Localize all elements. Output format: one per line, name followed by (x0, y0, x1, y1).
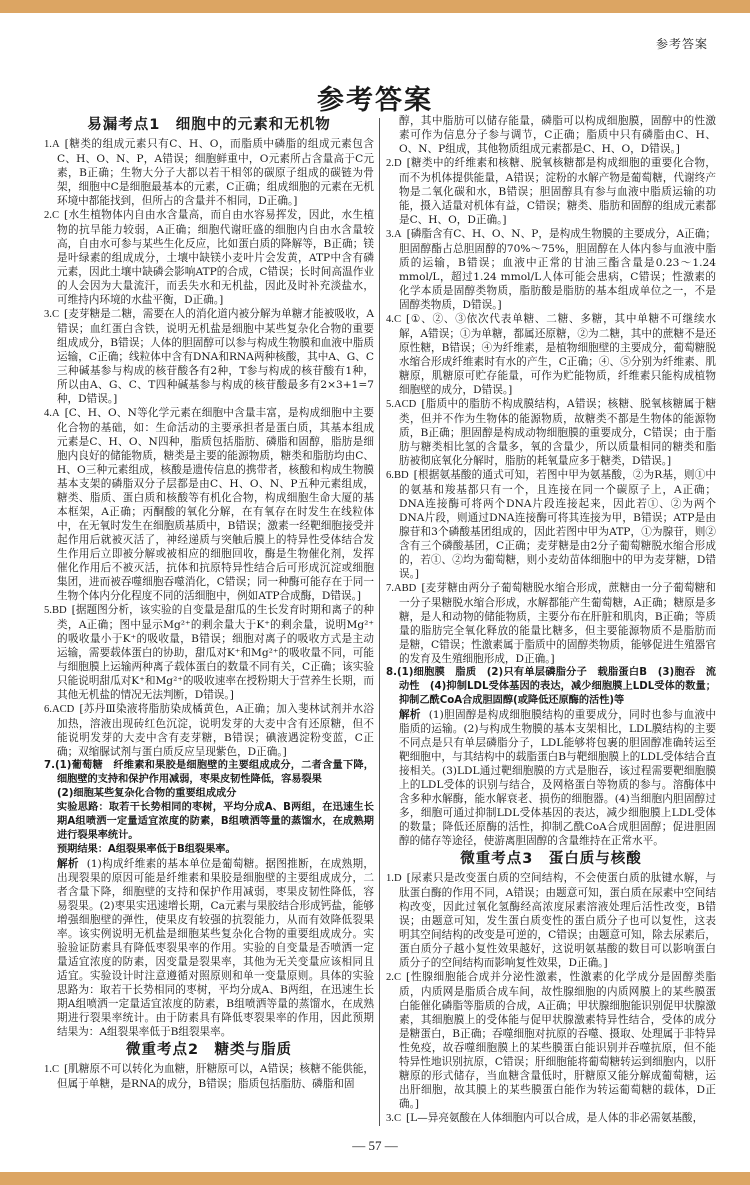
analysis-label: 解析 (57, 858, 79, 870)
answer-item (44, 307, 374, 406)
answer-number: 5.BD (44, 605, 67, 616)
analysis-label: 解析 (399, 709, 421, 721)
answer-number: 1.A (44, 139, 60, 150)
answer-number: 4.A (44, 408, 60, 419)
answer-item (44, 137, 374, 208)
analysis-text: (1)胆固醇是构成细胞膜结构的重要成分，同时也参与血液中脂质的运输。(2)与构成生物膜的基本支架相比，LDL膜结构的主要不同点是只有单层磷脂分子，LDL能够将包裹的胆固醇准确转运至靶细胞中，与其结构中的载脂蛋白B与靶细胞膜上的LDL受体结合直接相关。(3)LDL通过靶细胞膜的方式是胞吞，该过程需要靶细胞膜上的LDL受体的识别与结合，及网格蛋白等物质的参与。溶酶体中含多种水解酶，能水解衰老、损伤的细胞器。(4)当细胞内胆固醇过多，细胞可通过抑制LDL受体基因的表达，减少细胞膜上LDL受体的数量；降低还原酶的活性，抑制乙酰CoA合成胆固醇；促进胆固醇的储存等途径，使游离胆固醇的含量维持在正常水平。 (399, 709, 716, 847)
answer-explanation: [性腺细胞能合成并分泌性激素，性激素的化学成分是固醇类脂质，内质网是脂质合成车间，故性腺细胞的内质网膜上的某些膜蛋白能催化磷脂等脂质的合成，A正确；甲状腺细胞能识别促甲状腺激素，其细胞膜上的受体能与促甲状腺激素特异性结合，受体的成分是糖蛋白，B正确；吞噬细胞对抗原的吞噬、摄取、处理属于非特异性免疫，故吞噬细胞膜上的某些膜蛋白能识别并吞噬抗原，但不能特异性地识别抗原，C错误；肝细胞能将葡萄糖转运到细胞内，以肝糖原的形式储存，当血糖含量低时，肝糖原又能分解成葡萄糖，运出肝细胞，故其膜上的某些膜蛋白能作为转运葡萄糖的载体，D正确。] (399, 971, 716, 1110)
answer-number: 6.BD (386, 470, 409, 481)
answer-number: 6.ACD (44, 704, 75, 715)
page-title: 参考答案 (317, 85, 433, 116)
right-column (386, 114, 716, 1126)
answer-explanation: [尿素只是改变蛋白质的空间结构，不会使蛋白质的肽键水解，与肽蛋白酶的作用不同，A错误；由题意可知，蛋白质在尿素中空间结构改变，因此过氧化氢酶经高浓度尿素溶液处理后活性改变，B错误；由题意可知，发生蛋白质变性的蛋白质分子也可以复性，这表明其空间结构的改变是可逆的，C错误；由题意可知，除去尿素后，蛋白质分子越小复性效果越好，这说明氨基酸的数目可以影响蛋白质分子的空间结构而影响复性效果，D正确。] (399, 872, 716, 969)
answer-explanation: [①、②、③依次代表单糖、二糖、多糖，其中单糖不可继续水解，A错误；①为单糖，都属还原糖，②为二糖，其中的蔗糖不是还原性糖，B错误；④为纤维素，是植物细胞壁的主要成分，葡萄糖脱水缩合形成纤维素时有水的产生，C正确；④、⑤分别为纤维素、肌糖原，肌糖原可贮存能量，可作为贮能物质，纤维素只能构成植物细胞壁的成分，D错误。] (399, 313, 716, 396)
analysis-text: (1)构成纤维素的基本单位是葡萄糖。据图推断，在成熟期，出现裂果的原因可能是纤维素和果胶是细胞壁的主要组成成分，二者含量下降，细胞壁的支持和保护作用减弱，枣果皮韧性降低，容易裂果。(2)枣果实迅速增长期，Ca元素与果胶结合形成钙盐，能够增强细胞壁的弹性，使果皮有较强的抗裂能力，从而有效降低裂果率。该实例说明无机盐是细胞某些复杂化合物的重要组成成分。实验验证防素具有降低枣裂果率的作用。实验的自变量是否喷洒一定量适宜浓度的防素，因变量是裂果率，其他为无关变量应该相同且适宜。实验设计时注意遵循对照原则和单一变量原则。具体的实验思路为：取若干长势相同的枣树，平均分成A、B两组，在迅速生长期A组喷洒一定量适宜浓度的防素，B组喷洒等量的蒸馏水，在成熟期进行裂果率统计。由于防素具有降低枣裂果率的作用，因此预期结果为：A组裂果率低于B组裂果率。 (57, 858, 374, 1038)
answer-number: 2.D (386, 158, 402, 169)
answer-number: 3.A (386, 229, 402, 240)
answer-number: 1.D (386, 873, 402, 884)
answer-number: 3.C (386, 1113, 402, 1124)
answer-explanation: [苏丹Ⅲ染液将脂肪染成橘黄色，A正确；加入斐林试剂并水浴加热，溶液出现砖红色沉淀，说明发芽的大麦中含有还原糖，但不能说明发芽的大麦中含有麦芽糖，B错误；碘液遇淀粉变蓝，C正确；双缩脲试剂与蛋白质反应呈现紫色，D正确。] (57, 703, 374, 758)
answer-item (386, 1111, 716, 1126)
answer-explanation: [根据氨基酸的通式可知，若图中甲为氨基酸，②为R基，则①中的氨基和羧基都只有一个，且连接在同一个碳原子上，A正确；DNA连接酶可将两个DNA片段连接起来，因此若①、②为两个DNA片段，则通过DNA连接酶可将其连接为甲，B错误；ATP是由腺苷和3个磷酸基团组成的，因此若图中甲为ATP，①为腺苷，则②含有三个磷酸基团，C正确；麦芽糖是由2分子葡萄糖脱水缩合形成的，若①、②均为葡萄糖，则小麦幼苗体细胞中的甲为麦芽糖，D错误。] (399, 469, 716, 580)
section-heading: 微重考点2 糖类与脂质 (125, 1042, 293, 1058)
page-number: — 57 — (352, 1138, 398, 1153)
answer-item (44, 702, 374, 759)
answer-number: 1.C (44, 1064, 60, 1075)
answer-number: 7.ABD (386, 583, 417, 594)
answer-explanation: [C、H、O、N等化学元素在细胞中含量丰富，是构成细胞中主要化合物的基础，如：生命活动的主要承担者是蛋白质，其基本组成元素是C、H、O、N四种，脂质包括脂肪、磷脂和固醇，脂肪是细胞内良好的储能物质，糖类是主要的能源物质，糖类和脂肪均由C、H、O三种元素组成，核酸是遗传信息的携带者，核酸和构成生物膜基本支架的磷脂双分子层都是由C、H、O、N、P五种元素组成，糖类、脂质、蛋白质和核酸等有机化合物，构成细胞生命大厦的基本框架，A正确；丙酮酸的氧化分解，在有氧存在时发生在线粒体中，在无氧时发生在细胞质基质中，B错误；激素一经靶细胞接受并起作用后就被灭活了，神经递质与突触后膜上的特异性受体结合发生作用后立即被分解或被相应的细胞回收，酶是生物催化剂，发挥催化作用后不被灭活，抗体和抗原特异性结合后可形成沉淀或细胞集团，进而被吞噬细胞吞噬消化，C错误；同一种酶可能存在于同一生物个体内分化程度不同的活细胞中，例如ATP合成酶，D错误。] (57, 407, 374, 602)
answer-item (44, 603, 374, 702)
answer-number: 5.ACD (386, 399, 417, 410)
answer-item (386, 468, 716, 581)
analysis-block (44, 857, 374, 1039)
answer-item (386, 156, 716, 227)
answer-sub-line: 实验思路：取若干长势相同的枣树，平均分成A、B两组，在迅速生长期A组喷洒一定量适宜浓度的防素，B组喷洒等量的蒸馏水，在成熟期进行裂果率统计。 (57, 802, 374, 841)
section-heading: 易漏考点1 细胞中的元素和无机物 (87, 117, 331, 133)
analysis-block (386, 708, 716, 848)
answer-item (386, 312, 716, 397)
answer-item (386, 871, 716, 970)
top-decorative-bar (0, 0, 750, 13)
left-column (44, 114, 374, 1091)
answer-item (44, 406, 374, 603)
answer-explanation: [肌糖原不可以转化为血糖，肝糖原可以，A错误；核糖不能供能，但属于单糖，是RNA的成分，B错误；脂质包括脂肪、磷脂和固 (57, 1063, 374, 1090)
answer-explanation: [糖类的组成元素只有C、H、O，而脂质中磷脂的组成元素包含C、H、O、N、P，A错误；细胞鲜重中，O元素所占含量高于C元素，B正确；生物大分子大都以若干相邻的碳原子组成的碳链为骨架，细胞中C是细胞最基本的元素，C正确；组成细胞的元素在无机环境中都能找到，但所占的含量并不相同，D正确。] (57, 138, 374, 207)
answer-explanation: [脂质中的脂肪不构成膜结构，A错误；核糖、脱氧核糖属于糖类，但并不作为生物体的能源物质，故糖类不都是生物体的能源物质，B正确；胆固醇是构成动物细胞膜的重要成分，C错误；由于脂肪与糖类相比氢的含量多，氧的含量少，所以质量相同的糖类和脂肪被彻底氧化分解时，脂肪的耗氧量应多于糖类，D错误。] (399, 398, 716, 467)
answer-item (386, 227, 716, 312)
answer-item (44, 208, 374, 307)
answer-number: 2.C (44, 210, 60, 221)
answer-key-line: 7.(1)葡萄糖 纤维素和果胶是细胞壁的主要组成成分，二者含量下降，细胞壁的支持和保护作用减弱，枣果皮韧性降低，容易裂果 (44, 760, 374, 785)
answer-item (386, 581, 716, 666)
answer-explanation: [水生植物体内自由水含量高，而自由水容易挥发，因此，水生植物的抗旱能力较弱，A正确；细胞代谢旺盛的细胞内自由水含量较高，自由水可参与某些生化反应，比如蛋白质的降解等，B正确；镁是叶绿素的组成成分，土壤中缺镁小麦叶片会发黄，ATP中含有磷元素，因此土壤中缺磷会影响ATP的合成，C错误；长时间高温作业的人会因为大量流汗，而丢失水和无机盐，因此及时补充淡盐水，可维持内环境的水盐平衡，D正确。] (57, 209, 374, 306)
bottom-decorative-bar (0, 1172, 750, 1185)
answer-sub-line: (2)细胞某些复杂化合物的重要组成成分 (57, 788, 237, 799)
answer-explanation: [麦芽糖由两分子葡萄糖脱水缩合形成，蔗糖由一分子葡萄糖和一分子果糖脱水缩合形成，水解都能产生葡萄糖，A正确；糖原是多糖，是人和动物的储能物质，主要分布在肝脏和肌肉，B正确；等质量的脂肪完全氧化释放的能量比糖多，但主要能源物质不是脂肪而是糖，C错误；性激素属于脂质中的固醇类物质，能够促进生殖器官的发育及生殖细胞形成，D正确。] (399, 582, 716, 665)
answer-explanation: [据题图分析，该实验的自变量是甜瓜的生长发育时期和离子的种类，A正确；图中显示Mg²⁺的剩余量大于K⁺的剩余量，说明Mg²⁺的吸收量小于K⁺的吸收量，B错误；细胞对离子的吸收方式是主动运输，需要载体蛋白的协助，甜瓜对K⁺和Mg²⁺的吸收量不同，可能与细胞膜上运输两种离子载体蛋白的数量不同有关，C正确；该实验只能说明甜瓜对K⁺和Mg²⁺的吸收速率在授粉期大于营养生长期，而其他无机盐的情况无法判断，D错误。] (57, 604, 374, 701)
answer-number: 4.C (386, 314, 402, 325)
answer-continuation: 醇，其中脂肪可以储存能量，磷脂可以构成细胞膜，固醇中的性激素可作为信息分子参与调节，C正确；脂质中只有磷脂由C、H、O、N、P组成，其他物质组成元素都是C、H、O，D错误。] (399, 115, 716, 155)
answer-item (386, 397, 716, 468)
answer-explanation: [磷脂含有C、H、O、N、P，是构成生物膜的主要成分，A正确；胆固醇酯占总胆固醇的70%～75%，胆固醇在人体内参与血液中脂质的运输，B错误；血液中正常的甘油三酯含量是0.23～1.24 mmol/L，超过1.24 mmol/L人体可能会患病，C错误；性激素的化学本质是固醇类物质，脂肪酸是脂肪的基本组成单位之一，不是固醇类物质，D错误。] (399, 228, 716, 311)
answer-number: 2.C (386, 972, 402, 983)
answer-sub-line: 预期结果：A组裂果率低于B组裂果率。 (57, 844, 236, 855)
section-heading: 微重考点3 蛋白质与核酸 (460, 851, 642, 867)
answer-explanation: [糖类中的纤维素和核糖、脱氧核糖都是构成细胞的重要化合物，而不为机体提供能量，A错误；淀粉的水解产物是葡萄糖，代谢终产物是二氧化碳和水，B错误；胆固醇具有参与血液中脂质运输的功能，摄入适量对机体有益，C错误；糖类、脂肪和固醇的组成元素都是C、H、O，D正确。] (399, 157, 716, 226)
running-head: 参考答案 (655, 37, 708, 51)
answer-key-line: 8.(1)细胞膜 脂质 (2)只有单层磷脂分子 载脂蛋白B (3)胞吞 流动性 (4)抑制LDL受体基因的表达，减少细胞膜上LDL受体的数量；抑制乙酰CoA合成胆固醇(或降低还原酶的活性)等 (386, 667, 716, 706)
column-divider (379, 118, 380, 1126)
answer-explanation: [麦芽糖是二糖，需要在人的消化道内被分解为单糖才能被吸收，A错误；血红蛋白含铁，说明无机盐是细胞中某些复杂化合物的重要组成成分，B错误；人体的胆固醇可以参与构成生物膜和血液中脂质运输，C正确；线粒体中含有DNA和RNA两种核酸，其中A、G、C三种碱基参与构成的核苷酸各有2种，T参与构成的核苷酸有1种，所以由A、G、C、T四种碱基参与构成的核苷酸最多有2×3+1=7种，D错误。] (57, 308, 374, 405)
answer-explanation: [L—异亮氨酸在人体细胞内可以合成，是人体的非必需氨基酸， (406, 1112, 704, 1124)
answer-item (44, 1062, 374, 1091)
answer-item (386, 970, 716, 1111)
answer-number: 3.C (44, 309, 60, 320)
